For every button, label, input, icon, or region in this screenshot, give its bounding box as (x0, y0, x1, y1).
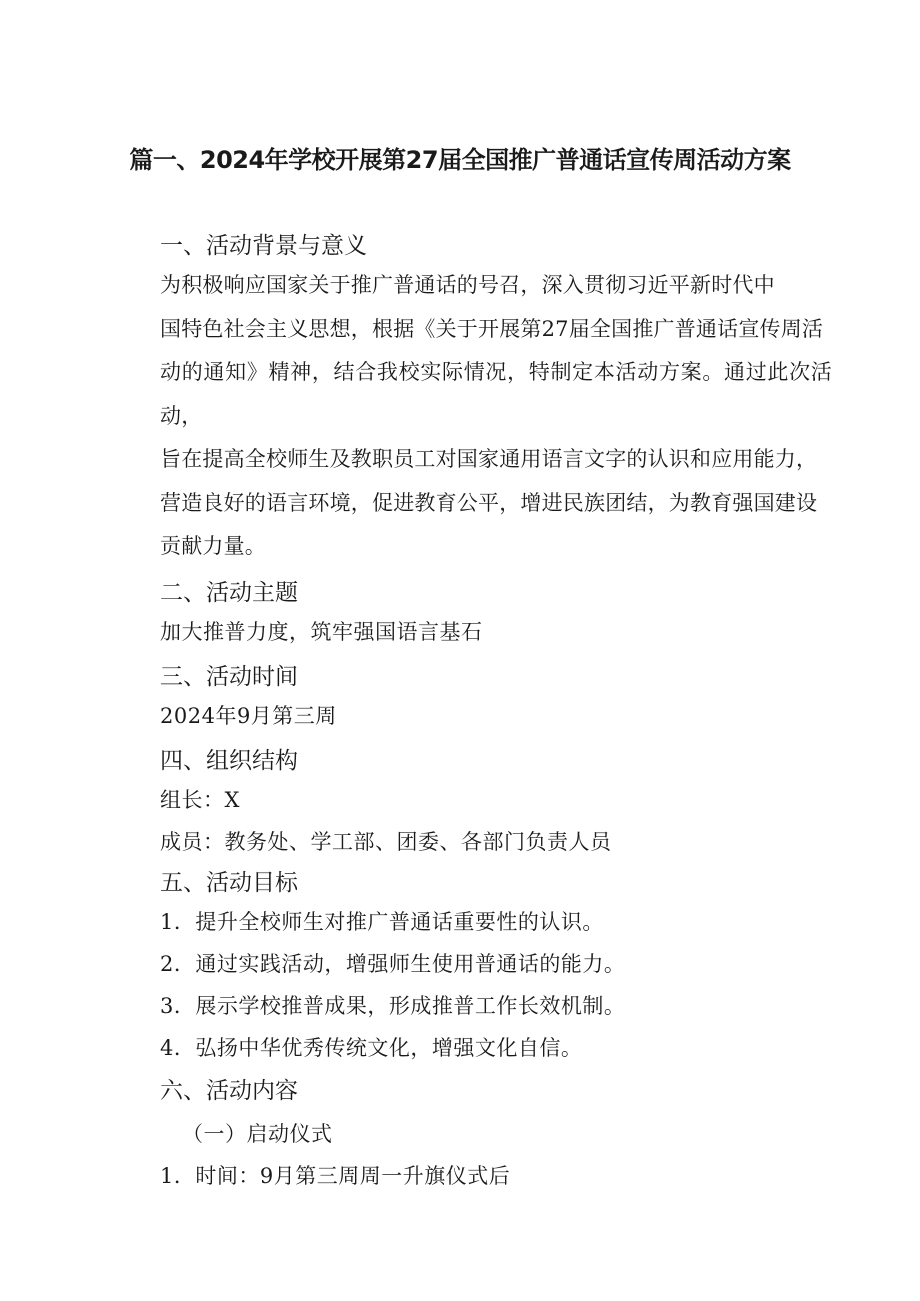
paragraph-line: 国特色社会主义思想，根据《关于开展第27届全国推广普通话宣传周活 (160, 316, 824, 341)
paragraph-line: 贡献力量。 (160, 534, 266, 558)
paragraph-line: 为积极响应国家关于推广普通话的号召，深入贯彻习近平新时代中 (160, 273, 775, 297)
document-body (160, 228, 832, 1197)
members-text: 成员：教务处、学工部、团委、各部门负责人员 (160, 829, 612, 854)
section-heading-background: 一、活动背景与意义 (160, 233, 367, 259)
section-heading-organization: 四、组织结构 (160, 747, 298, 774)
time-text: 2024年9月第三周 (160, 703, 337, 728)
goal-item: 3．展示学校推普成果，形成推普工作长效机制。 (160, 993, 626, 1018)
paragraph-line: 旨在提高全校师生及教职员工对国家通用语言文字的认识和应用能力， (160, 447, 818, 471)
paragraph-line: 营造良好的语言环境，促进教育公平，增进民族团结，为教育强国建设 (160, 490, 818, 515)
goal-item: 2．通过实践活动，增强师生使用普通话的能力。 (160, 951, 626, 976)
launch-time-item: 1．时间：9月第三周周一升旗仪式后 (160, 1163, 511, 1188)
section-heading-content: 六、活动内容 (160, 1077, 298, 1104)
theme-text: 加大推普力度，筑牢强国语言基石 (160, 619, 483, 644)
section-heading-time: 三、活动时间 (160, 663, 298, 690)
background-paragraph (160, 264, 832, 569)
goal-item: 4．弘扬中华优秀传统文化，增强文化自信。 (160, 1035, 583, 1060)
goal-item: 1．提升全校师生对推广普通话重要性的认识。 (160, 909, 604, 934)
leader-text: 组长：X (160, 787, 240, 812)
subsection-heading-launch: （一）启动仪式 (182, 1121, 333, 1146)
section-heading-goals: 五、活动目标 (160, 869, 298, 896)
paragraph-line: 动的通知》精神，结合我校实际情况，特制定本活动方案。通过此次活动， (160, 360, 832, 428)
document-title: 篇一、2024年学校开展第27届全国推广普通话宣传周活动方案 (129, 146, 791, 174)
section-heading-theme: 二、活动主题 (160, 579, 298, 606)
